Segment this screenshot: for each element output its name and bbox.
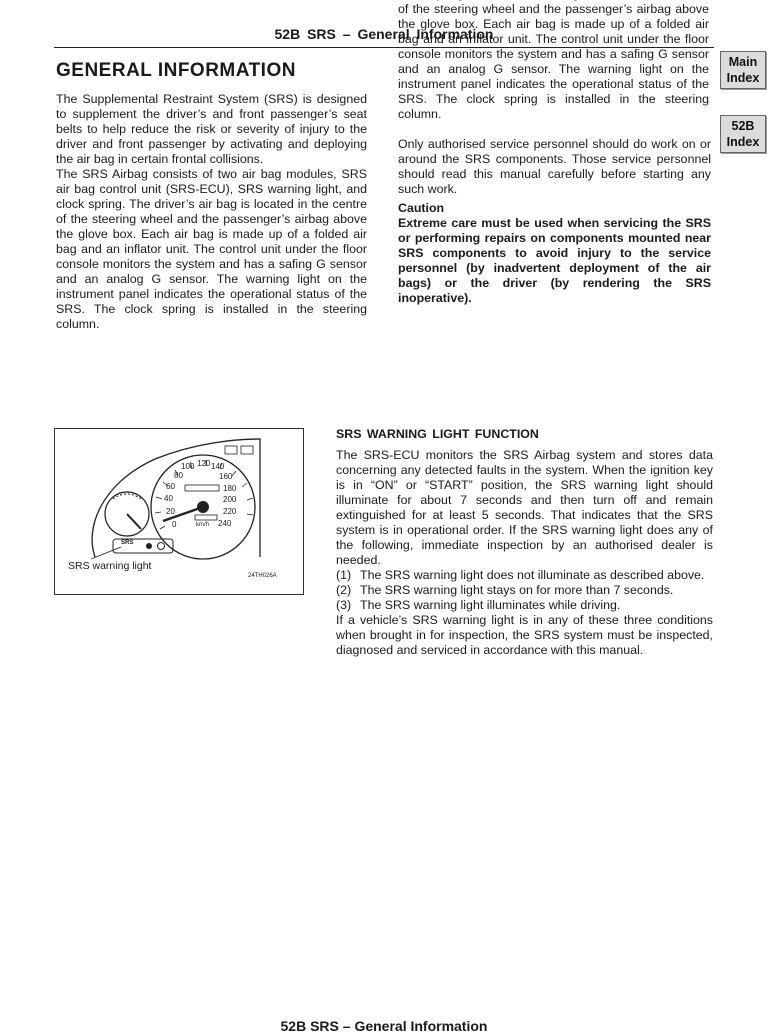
list-item-number: (1): [336, 568, 352, 582]
section-index-label-1: 52B: [731, 119, 755, 133]
speedo-label-0: 0: [172, 520, 177, 529]
warning-paragraph-2: If a vehicle’s SRS warning light is in any of these three conditions when brought in for inspection, the SRS system must be inspected, diagnosed and serviced in accordance with this manual.: [336, 613, 713, 657]
list-item: [336, 598, 713, 613]
speedo-label-240: 240: [218, 519, 232, 528]
speedo-label-20: 20: [166, 507, 175, 516]
general-info-column-left: [56, 92, 367, 331]
caution-title: Caution: [398, 201, 445, 215]
warning-section-body: [336, 448, 713, 658]
page-footer: 52B SRS – General Information: [280, 1018, 488, 1034]
speedo-label-220: 220: [223, 507, 237, 516]
section-index-button[interactable]: [720, 115, 766, 153]
paragraph-2-overflow: of the steering wheel and the passenger’s airbag above the glove box. Each air bag is made up of a folded air bag and an inflator unit. The control unit under the floor console monitors the system and has a safing G sensor and an analog G sensor. The warning light on the instrument panel indicates the operational status of the SRS. The clock spring is installed in the steering column.: [398, 2, 709, 121]
general-info-paragraph-2: The SRS Airbag consists of two air bag modules, SRS air bag control unit (SRS-ECU), SRS warning light, and clock spring. The driver’s air bag is located in the centre of the steering wheel and the passenger’s airbag above the glove box. Each air bag is made up of a folded air bag and an inflator unit. The control unit under the floor console monitors the system and has a safing G sensor and an analog G sensor. The warning light on the instrument panel indicates the operational status of the SRS. The clock spring is installed in the steering column.: [56, 167, 367, 331]
general-info-paragraph-3: Only authorised service personnel should do work on or around the SRS components. Those service personnel should read this manual carefully before starting any such work.: [398, 137, 711, 196]
page-title: GENERAL INFORMATION: [56, 60, 296, 81]
speedo-label-40: 40: [164, 494, 173, 503]
general-info-column-right: [398, 2, 711, 306]
general-info-paragraph-1: The Supplemental Restraint System (SRS) is designed to supplement the driver’s and front passenger’s seat belts to help reduce the risk or severity of injury to the driver and front passenger by activating and deploying the air bag in certain frontal collisions.: [56, 92, 367, 166]
speedo-label-120: 120: [197, 459, 211, 468]
list-item-text: The SRS warning light does not illuminate as described above.: [360, 568, 705, 582]
speedo-label-180: 180: [223, 484, 237, 493]
list-item: [336, 583, 713, 598]
speedo-label-160: 160: [219, 472, 233, 481]
speedo-label-80: 80: [174, 471, 183, 480]
list-item-text: The SRS warning light illuminates while driving.: [360, 598, 621, 612]
caution-text: Extreme care must be used when servicing the SRS or performing repairs on components mounted near SRS components to avoid injury to the service personnel (by inadvertent deployment of the air bags) or the driver (by rendering the SRS inoperative).: [398, 216, 711, 305]
list-item: [336, 568, 713, 583]
main-index-label-1: Main: [728, 55, 758, 69]
page-header: 52B SRS – General Information: [274, 26, 494, 42]
main-index-label-2: Index: [726, 71, 760, 85]
section-index-label-2: Index: [726, 135, 760, 149]
figure-code: 24TH026A: [248, 573, 277, 579]
instrument-cluster-figure: [54, 428, 304, 595]
warning-paragraph-1: The SRS-ECU monitors the SRS Airbag system and stores data concerning any detected faults in the system. When the ignition key is in “ON” or “START” position, the SRS warning light should illuminate for about 7 seconds and then turn off and remain extinguished for at least 5 seconds. That indicates that the SRS system is in operational order. If the SRS warning light does any of the following, immediate inspection by an authorised dealer is needed.: [336, 448, 713, 567]
list-item-number: (3): [336, 598, 352, 612]
general-info-paragraph-2-continued: [398, 2, 711, 137]
speedo-label-100: 100: [181, 462, 195, 471]
speedo-label-200: 200: [223, 495, 237, 504]
speedo-unit: km/h: [196, 522, 210, 528]
speedo-label-140: 140: [211, 462, 225, 471]
list-item-text: The SRS warning light stays on for more than 7 seconds.: [360, 583, 674, 597]
srs-indicator-label: SRS: [121, 540, 134, 546]
main-index-button[interactable]: [720, 51, 766, 89]
warning-section-title: SRS WARNING LIGHT FUNCTION: [336, 427, 539, 441]
speedo-label-60: 60: [166, 482, 175, 491]
list-item-number: (2): [336, 583, 352, 597]
figure-caption: SRS warning light: [68, 560, 152, 572]
